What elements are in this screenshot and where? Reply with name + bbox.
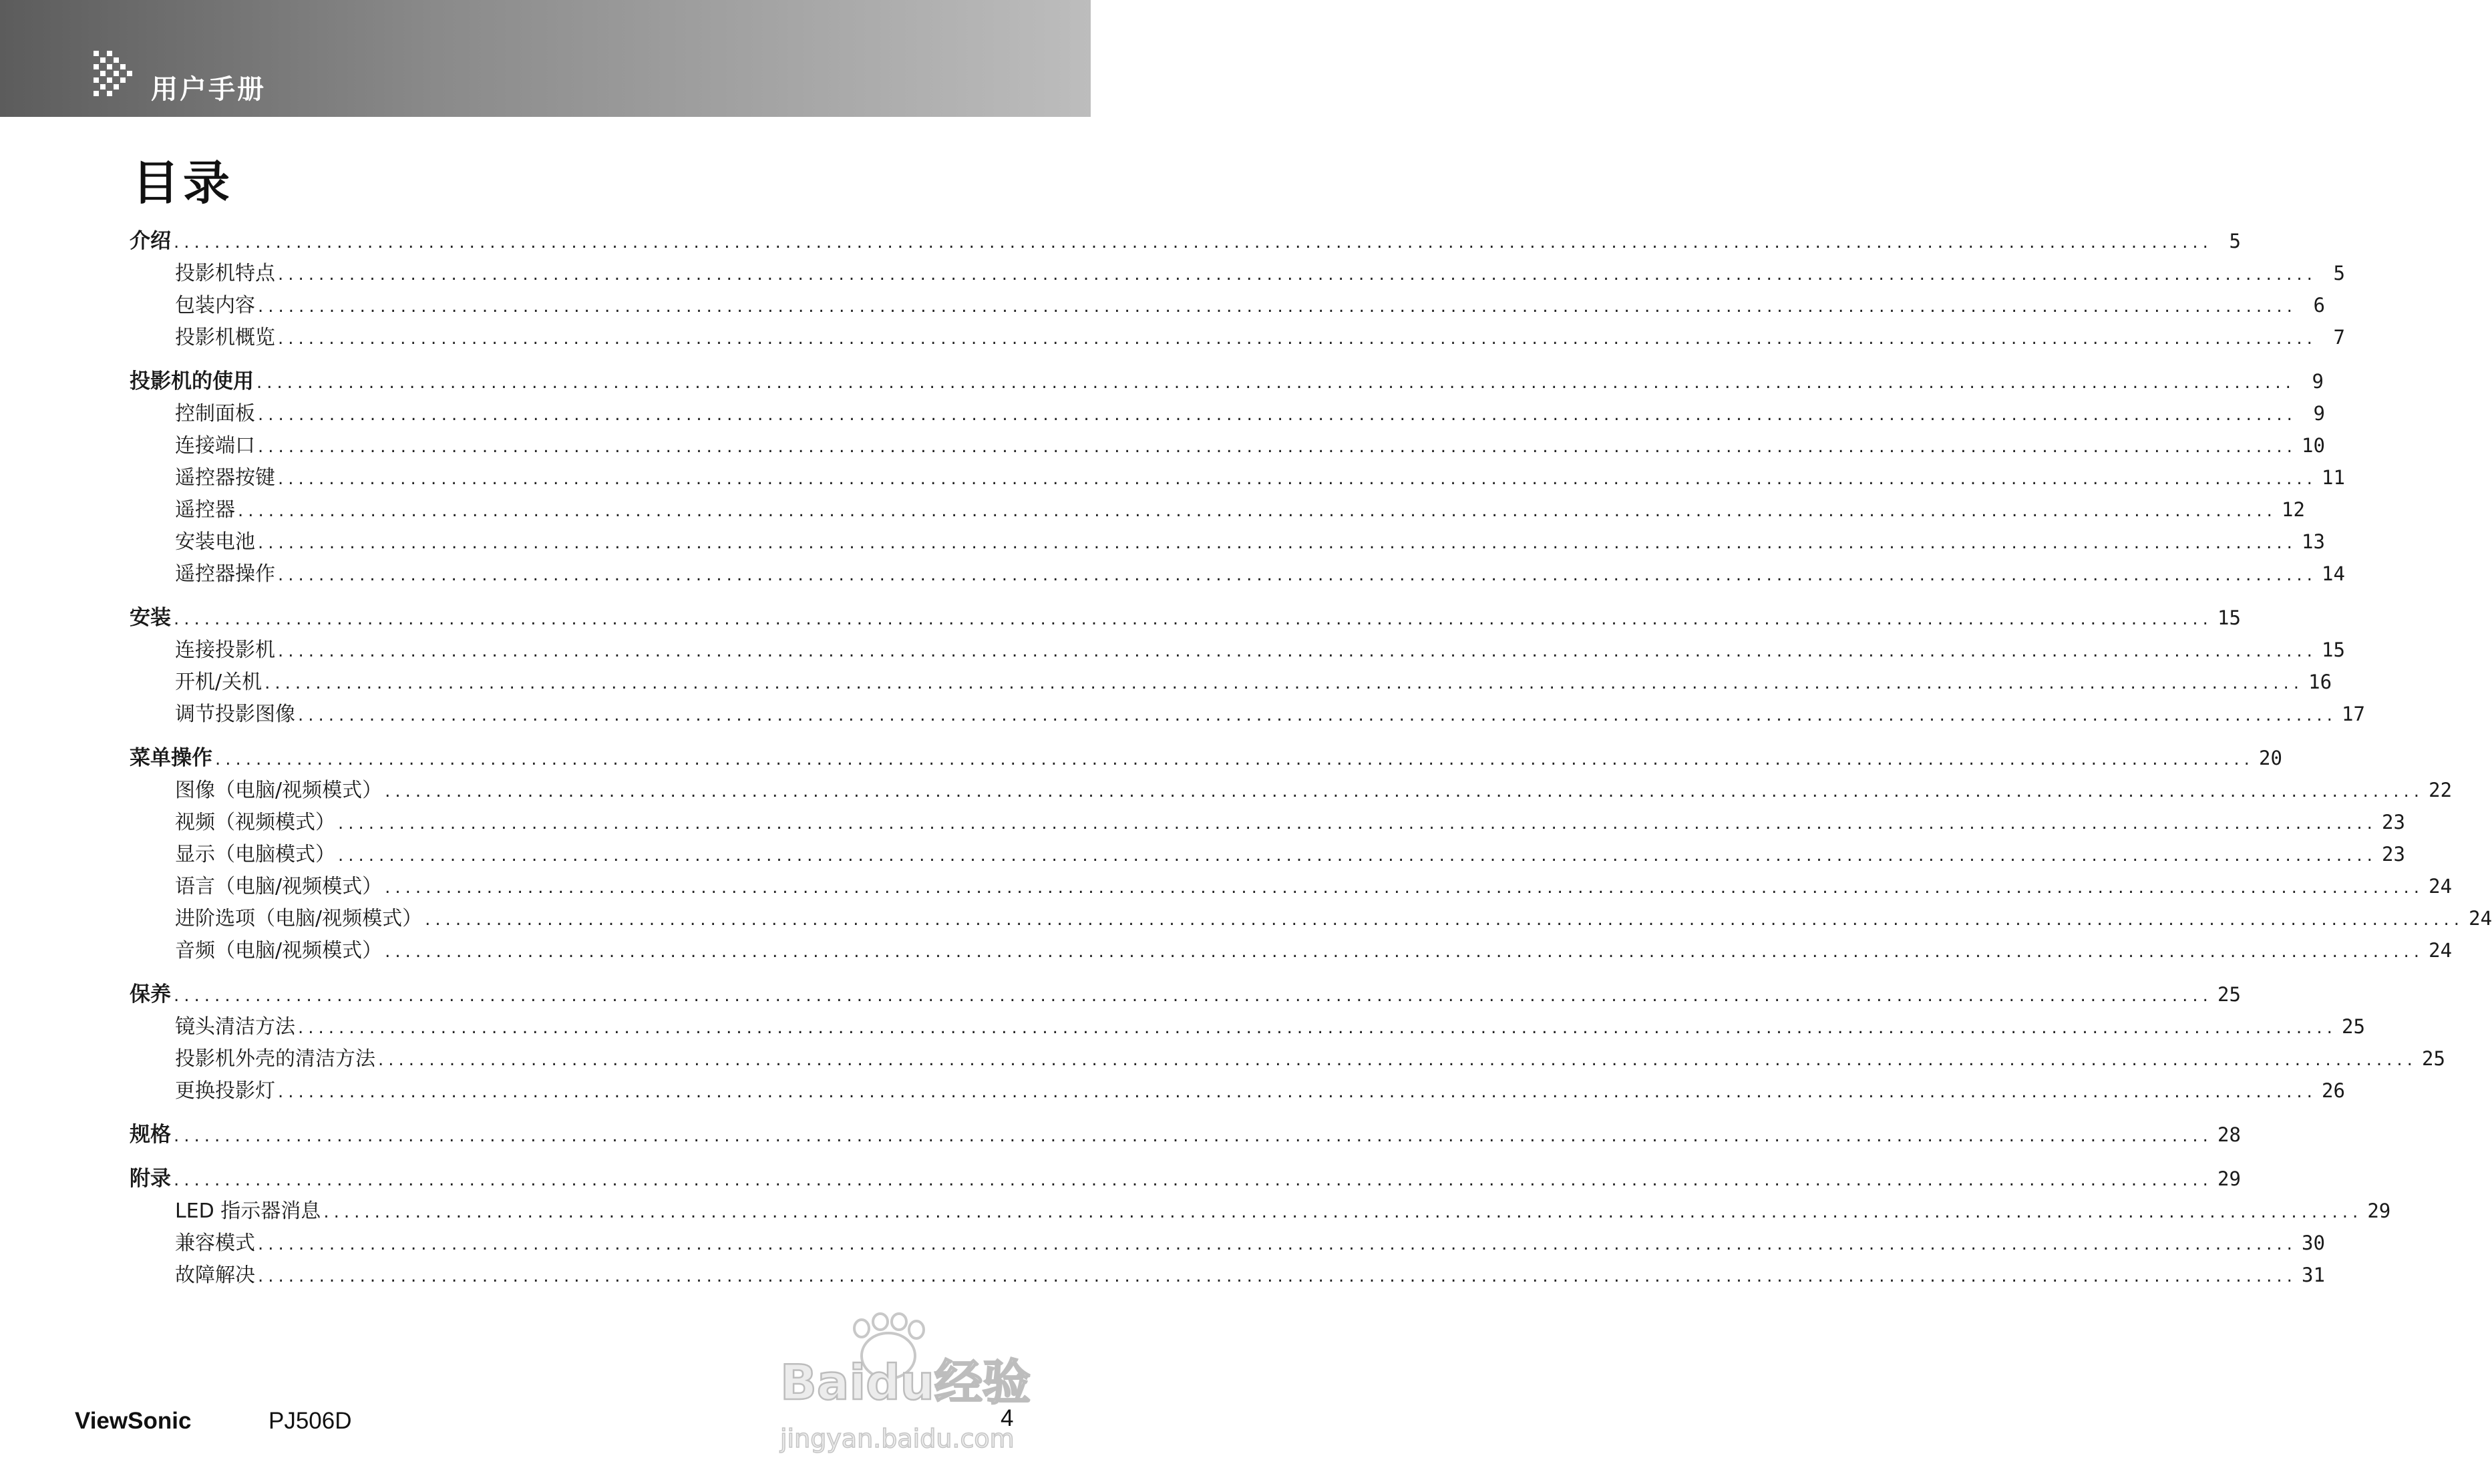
toc-entry-row[interactable]: [175, 634, 2345, 665]
toc-page-number: 7: [2333, 326, 2345, 349]
toc-page-number: 10: [2302, 434, 2325, 457]
dot-leader: ........................................................................................................................................................................................................: [385, 781, 2425, 801]
toc-page-number: 16: [2308, 671, 2332, 693]
dot-leader: ........................................................................................................................................................................................................: [385, 942, 2425, 962]
toc-entry-row[interactable]: [175, 839, 2405, 870]
toc-label: 图像（电脑/视频模式）: [175, 779, 383, 802]
dot-leader: ........................................................................................................................................................................................................: [278, 641, 2317, 661]
toc-page-number: 24: [2429, 939, 2453, 962]
toc-entry-row[interactable]: [175, 398, 2325, 429]
toc-page-number: 12: [2282, 498, 2305, 521]
dot-leader: ........................................................................................................................................................................................................: [338, 813, 2377, 833]
toc-entry-row[interactable]: [175, 1228, 2325, 1258]
dot-leader: ........................................................................................................................................................................................................: [338, 846, 2377, 866]
toc-label: 连接投影机: [175, 638, 275, 662]
toc-label: 安装电池: [175, 530, 255, 554]
toc-label: 视频（视频模式）: [175, 811, 335, 834]
toc-page-number: 26: [2322, 1079, 2345, 1102]
toc-page-number: 29: [2217, 1167, 2241, 1190]
toc-entry-row[interactable]: [175, 462, 2345, 493]
toc-page-number: 23: [2382, 811, 2405, 833]
toc-page-number: 14: [2322, 562, 2345, 585]
toc-page-number: 13: [2302, 530, 2325, 553]
footer-model: PJ506D: [269, 1408, 352, 1434]
toc-label: 调节投影图像: [175, 703, 295, 726]
toc-entry-row[interactable]: [175, 430, 2325, 461]
dot-leader: ........................................................................................................................................................................................................: [298, 1018, 2337, 1038]
toc-entry-row[interactable]: [175, 558, 2345, 589]
toc-label: 投影机概览: [175, 326, 275, 349]
toc-label: 投影机的使用: [130, 369, 254, 393]
toc-label: 显示（电脑模式）: [175, 843, 335, 866]
toc-page-number: 15: [2322, 638, 2345, 661]
toc-label: 投影机外壳的清洁方法: [175, 1047, 375, 1071]
toc-entry-row[interactable]: [175, 1043, 2445, 1074]
toc-label: 遥控器按键: [175, 466, 275, 490]
dot-leader: ........................................................................................................................................................................................................: [258, 533, 2297, 553]
dot-leader: ........................................................................................................................................................................................................: [215, 749, 2254, 769]
page-title: 目录: [132, 156, 234, 210]
toc-page-number: 23: [2382, 843, 2405, 866]
toc-entry-row[interactable]: [175, 1075, 2345, 1106]
watermark-url: jingyan.baidu.com: [780, 1424, 1015, 1453]
toc-entry-row[interactable]: [175, 807, 2405, 838]
dot-leader: ........................................................................................................................................................................................................: [256, 373, 2296, 393]
toc-entry-row[interactable]: [175, 667, 2332, 697]
toc-page-number: 17: [2342, 703, 2365, 725]
dot-leader: ........................................................................................................................................................................................................: [174, 1126, 2213, 1146]
toc-section-row[interactable]: [130, 602, 2241, 633]
toc-page-number: 25: [2342, 1015, 2365, 1038]
toc-entry-row[interactable]: [175, 1260, 2325, 1290]
dot-leader: ........................................................................................................................................................................................................: [258, 1266, 2297, 1286]
toc-page-number: 30: [2302, 1232, 2325, 1254]
toc-label: 遥控器: [175, 498, 235, 522]
dot-leader: ........................................................................................................................................................................................................: [278, 329, 2317, 349]
watermark-brand: Baidu经验: [780, 1354, 1031, 1411]
dot-leader: ........................................................................................................................................................................................................: [278, 1082, 2317, 1102]
toc-page-number: 6: [2313, 294, 2325, 317]
dot-leader: ........................................................................................................................................................................................................: [298, 705, 2337, 725]
toc-label: 规格: [130, 1123, 171, 1147]
toc-label: 附录: [130, 1167, 171, 1191]
dot-leader: ........................................................................................................................................................................................................: [278, 565, 2317, 585]
dot-leader: ........................................................................................................................................................................................................: [258, 1234, 2297, 1254]
dot-leader: ........................................................................................................................................................................................................: [385, 878, 2425, 898]
header-title: 用户手册: [151, 74, 266, 105]
toc-section-row[interactable]: [130, 226, 2241, 256]
dot-leader: ........................................................................................................................................................................................................: [278, 469, 2317, 489]
toc-label: 进阶选项（电脑/视频模式）: [175, 907, 423, 930]
toc-section-row[interactable]: [130, 743, 2282, 773]
dot-leader: ........................................................................................................................................................................................................: [174, 232, 2213, 252]
dot-leader: ........................................................................................................................................................................................................: [278, 264, 2317, 285]
toc-label: 控制面板: [175, 402, 255, 425]
dot-leader: ........................................................................................................................................................................................................: [258, 297, 2297, 317]
toc-entry-row[interactable]: [175, 699, 2365, 729]
toc-entry-row[interactable]: [175, 322, 2345, 353]
toc-page-number: 25: [2217, 983, 2241, 1006]
toc-label: 开机/关机: [175, 671, 262, 694]
toc-page-number: 9: [2313, 402, 2325, 425]
toc-section-row[interactable]: [130, 366, 2324, 397]
toc-page-number: 31: [2302, 1264, 2325, 1286]
toc-page-number: 29: [2367, 1199, 2391, 1222]
toc-label: 介绍: [130, 229, 171, 253]
toc-entry-row[interactable]: [175, 1195, 2391, 1226]
toc-label: 故障解决: [175, 1264, 255, 1287]
toc-page-number: 5: [2333, 262, 2345, 285]
toc-page-number: 28: [2217, 1123, 2241, 1146]
dot-leader: ........................................................................................................................................................................................................: [258, 437, 2297, 457]
toc-entry-row[interactable]: [175, 1011, 2365, 1042]
toc-page-number: 20: [2259, 747, 2282, 769]
dot-leader: ........................................................................................................................................................................................................: [174, 609, 2213, 629]
toc-page-number: 24: [2429, 875, 2453, 898]
toc-entry-row[interactable]: [175, 935, 2453, 966]
toc-entry-row[interactable]: [175, 258, 2345, 289]
dot-leader: ........................................................................................................................................................................................................: [238, 501, 2277, 521]
toc-page-number: 9: [2312, 370, 2324, 393]
toc-page-number: 25: [2422, 1047, 2445, 1070]
toc-entry-row[interactable]: [175, 526, 2325, 557]
toc-label: LED 指示器消息: [175, 1199, 321, 1223]
toc-entry-row[interactable]: [175, 903, 2492, 934]
toc-label: 菜单操作: [130, 746, 212, 770]
toc-page-number: 24: [2469, 907, 2492, 930]
toc-label: 更换投影灯: [175, 1079, 275, 1103]
footer-page-number: 4: [1001, 1405, 1014, 1431]
toc-section-row[interactable]: [130, 979, 2241, 1010]
toc-label: 连接端口: [175, 434, 255, 457]
dot-leader: ........................................................................................................................................................................................................: [323, 1202, 2363, 1222]
footer-brand: ViewSonic: [75, 1408, 192, 1434]
dot-leader: ........................................................................................................................................................................................................: [378, 1050, 2417, 1070]
toc-entry-row[interactable]: [175, 871, 2453, 902]
toc-section-row[interactable]: [130, 1119, 2241, 1150]
toc-label: 兼容模式: [175, 1232, 255, 1255]
toc-page-number: 5: [2229, 230, 2241, 252]
toc-label: 镜头清洁方法: [175, 1015, 295, 1039]
dot-leader: ........................................................................................................................................................................................................: [174, 1170, 2213, 1190]
toc-label: 投影机特点: [175, 262, 275, 285]
toc-label: 保养: [130, 982, 171, 1006]
baidu-watermark: [768, 1319, 1035, 1456]
toc-entry-row[interactable]: [175, 290, 2325, 321]
toc-entry-row[interactable]: [175, 775, 2453, 805]
dot-leader: ........................................................................................................................................................................................................: [425, 910, 2465, 930]
dot-leader: ........................................................................................................................................................................................................: [264, 673, 2304, 693]
toc-page-number: 15: [2217, 606, 2241, 629]
toc-label: 包装内容: [175, 294, 255, 317]
toc-label: 语言（电脑/视频模式）: [175, 875, 383, 898]
toc-page-number: 11: [2322, 466, 2345, 489]
dot-leader: ........................................................................................................................................................................................................: [174, 986, 2213, 1006]
toc-section-row[interactable]: [130, 1163, 2241, 1194]
toc-label: 遥控器操作: [175, 562, 275, 586]
toc-entry-row[interactable]: [175, 494, 2305, 525]
toc-label: 安装: [130, 606, 171, 630]
toc-page-number: 22: [2429, 779, 2453, 801]
dot-leader: ........................................................................................................................................................................................................: [258, 405, 2297, 425]
toc-label: 音频（电脑/视频模式）: [175, 939, 383, 962]
